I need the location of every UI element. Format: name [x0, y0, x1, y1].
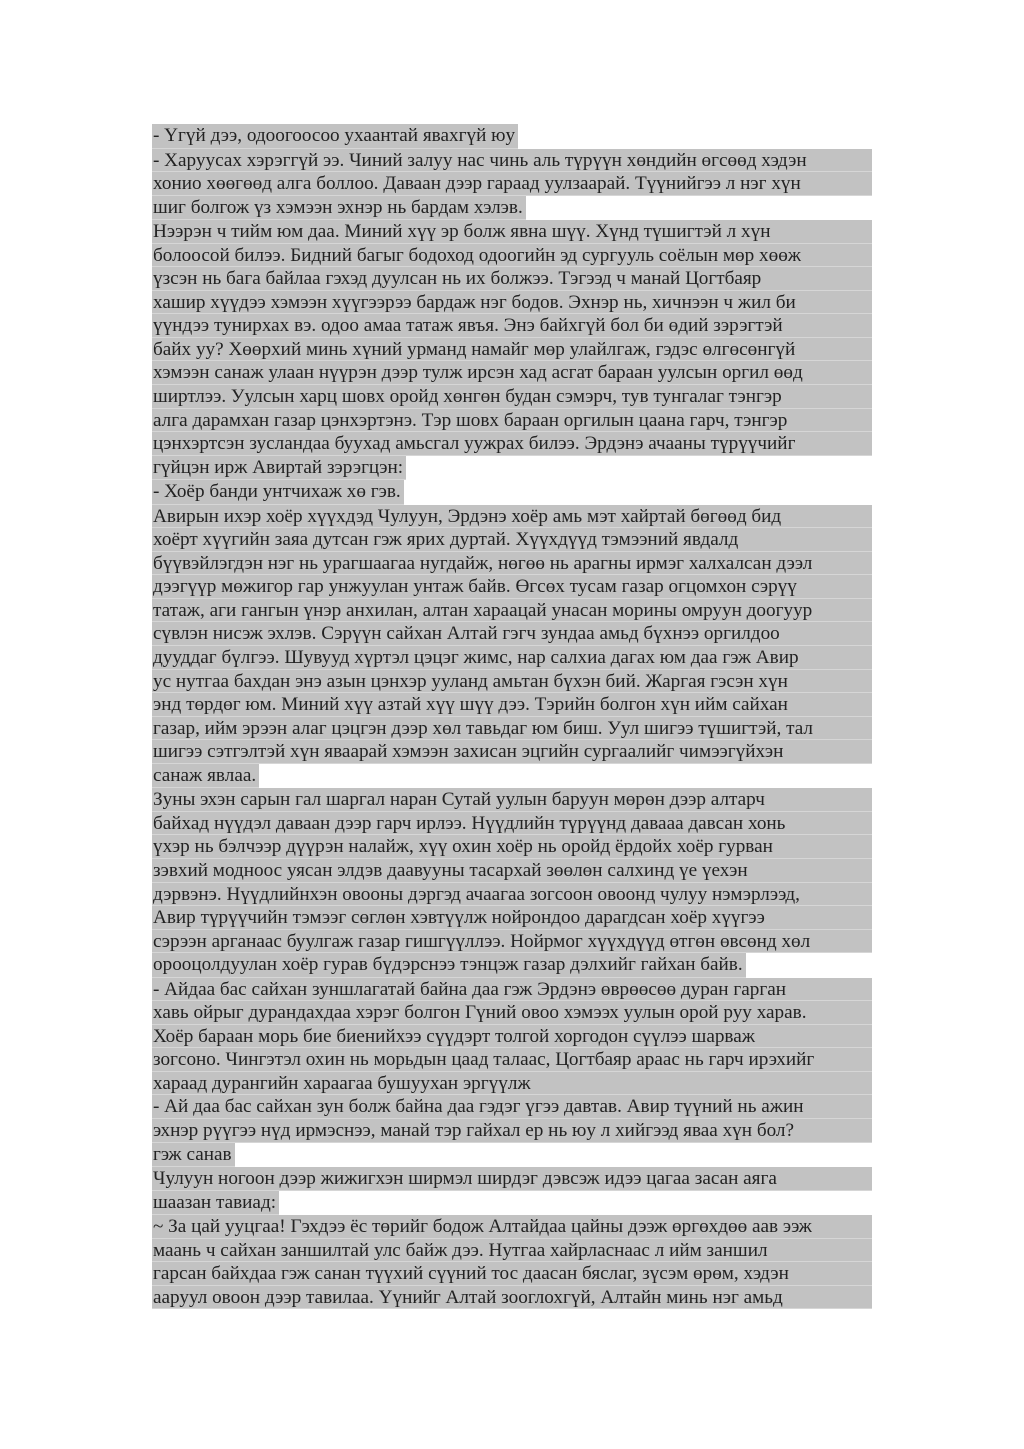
text-line: Хоёр бараан морь бие биенийхээ сүүдэрт толгой хоргодон сүүлээ шарваж	[152, 1025, 872, 1049]
text-line: маань ч сайхан заншилтай улс байж дээ. Нутгаа хайрласнаас л ийм заншил	[152, 1239, 872, 1263]
text-line: дэрвэнэ. Нүүдлийнхэн овооны дэргэд ачаагаа зогсоон овоонд чулуу нэмэрлээд,	[152, 883, 872, 907]
text-line: татаж, аги гангын үнэр анхилан, алтан хараацай унасан морины омруун доогуур	[152, 599, 872, 623]
text-line: - Айдаа бас сайхан зуншлагатай байна даа гэж Эрдэнэ өврөөсөө дуран гарган	[152, 978, 872, 1002]
text-line: хашир хүүдээ хэмээн хүүгээрээ бардаж нэг бодов. Эхнэр нь, хичнээн ч жил би	[152, 291, 872, 315]
text-line: - Хоёр банди унтчихаж хө гэв.	[152, 480, 404, 505]
text-line: зэвхий модноос уясан элдэв даавууны тасархай зөөлөн салхинд үе үехэн	[152, 859, 872, 883]
text-line: Авир түрүүчийн тэмээг сөглөн хэвтүүлж нойрондоо дарагдсан хоёр хүүгээ	[152, 906, 872, 930]
text-line: газар, ийм эрээн алаг цэцгэн дээр хөл тавьдаг юм биш. Уул шигээ түшигтэй, тал	[152, 717, 872, 741]
text-line: болоосой билээ. Бидний багыг бодоход одоогийн эд сургууль соёлын мөр хөөж	[152, 244, 872, 268]
text-line: санаж явлаа.	[152, 764, 259, 789]
text-line: гэж санав	[152, 1143, 235, 1168]
text-line: Чулуун ногоон дээр жижигхэн ширмэл ширдэг дэвсэж идээ цагаа засан аяга	[152, 1167, 872, 1191]
document-text	[152, 124, 872, 1309]
text-line: хавь ойрыг дурандахдаа хэрэг болгон Гүний овоо хэмээх уулын орой руу харав.	[152, 1001, 872, 1025]
text-line: зогсоно. Чингэтэл охин нь морьдын цаад талаас, Цогтбаяр араас нь гарч ирэхийг	[152, 1048, 872, 1072]
text-line: гарсан байхдаа гэж санан түүхий сүүний тос даасан бяслаг, зүсэм өрөм, хэдэн	[152, 1262, 872, 1286]
text-line: цэнхэртсэн зусландаа буухад амьсгал уужрах билээ. Эрдэнэ ачааны түрүүчийг	[152, 432, 872, 456]
text-line: - Үгүй дээ, одоогоосоо ухаантай явахгүй юу	[152, 124, 518, 149]
text-line: дээгүүр мөжигор гар унжуулан унтаж байв. Өгсөх тусам газар огцомхон сэрүү	[152, 575, 872, 599]
text-line: хоёрт хүүгийн заяа дутсан гэж ярих дуртай. Хүүхдүүд тэмээний явдалд	[152, 528, 872, 552]
text-line: Зуны эхэн сарын гал шаргал наран Сутай уулын баруун мөрөн дээр алтарч	[152, 788, 872, 812]
text-line: энд төрдөг юм. Миний хүү азтай хүү шүү дээ. Тэрийн болгон хүн ийм сайхан	[152, 693, 872, 717]
text-line: ааруул овоон дээр тавилаа. Үүнийг Алтай зооглохгүй, Алтайн минь нэг амьд	[152, 1286, 872, 1310]
text-line: хэмээн санаж улаан нүүрэн дээр тулж ирсэн хад асгат бараан уулсын оргил өөд	[152, 361, 872, 385]
text-line: үүндээ тунирхах вэ. одоо амаа татаж явъя. Энэ байхгүй бол би өдий зэрэгтэй	[152, 314, 872, 338]
text-line: эхнэр рүүгээ нүд ирмэснээ, манай тэр гайхал ер нь юу л хийгээд яваа хүн бол?	[152, 1119, 872, 1143]
text-line: сүвлэн нисэж эхлэв. Сэрүүн сайхан Алтай гэгч зундаа амьд бүхнээ оргилдоо	[152, 622, 872, 646]
text-line: байх уу? Хөөрхий минь хүний урманд намайг мөр улайлгаж, гэдэс өлгөсөнгүй	[152, 338, 872, 362]
text-line: үхэр нь бэлчээр дүүрэн налайж, хүү охин хоёр нь оройд ёрдойх хоёр гурван	[152, 835, 872, 859]
text-line: ~ За цай ууцгаа! Гэхдээ ёс төрийг бодож Алтайдаа цайны дээж өргөхдөө аав ээж	[152, 1215, 872, 1239]
text-line: алга дарамхан газар цэнхэртэнэ. Тэр шовх бараан оргилын цаана гарч, тэнгэр	[152, 409, 872, 433]
text-line: - Харуусах хэрэггүй ээ. Чиний залуу нас чинь аль түрүүн хөндийн өгсөөд хэдэн	[152, 149, 872, 173]
text-line: орооцолдуулан хоёр гурав бүдэрснээ тэнцэж газар дэлхийг гайхан байв.	[152, 953, 746, 978]
text-line: - Ай даа бас сайхан зун болж байна даа гэдэг үгээ давтав. Авир түүний нь ажин	[152, 1095, 872, 1119]
text-line: дууддаг бүлгээ. Шувууд хүртэл цэцэг жимс, нар салхиа дагах юм даа гэж Авир	[152, 646, 872, 670]
text-line: ус нутгаа бахдан энэ азын цэнхэр ууланд амьтан бүхэн бий. Жаргая гэсэн хүн	[152, 670, 872, 694]
text-line: шигээ сэтгэлтэй хүн яваарай хэмээн захисан эцгийн сургаалийг чимээгүйхэн	[152, 740, 872, 764]
text-line: гүйцэн ирж Авиртай зэрэгцэн:	[152, 456, 406, 481]
text-line: Нээрэн ч тийм юм даа. Миний хүү эр болж явна шүү. Хүнд түшигтэй л хүн	[152, 220, 872, 244]
text-line: ширтлээ. Уулсын харц шовх оройд хөнгөн будан сэмэрч, тув тунгалаг тэнгэр	[152, 385, 872, 409]
text-line: байхад нүүдэл даваан дээр гарч ирлээ. Нүүдлийн түрүүнд давааа давсан хонь	[152, 812, 872, 836]
text-line: хонио хөөгөөд алга боллоо. Даваан дээр гараад уулзаарай. Түүнийгээ л нэг хүн	[152, 172, 872, 196]
text-line: шиг болгож үз хэмээн эхнэр нь бардам хэлэв.	[152, 196, 526, 221]
text-line: Авирын ихэр хоёр хүүхдэд Чулуун, Эрдэнэ хоёр амь мэт хайртай бөгөөд бид	[152, 505, 872, 529]
text-line: хараад дурангийн хараагаа бушуухан эргүүлж	[152, 1072, 872, 1096]
text-line: сэрээн арганаас буулгаж газар гишгүүллээ. Нойрмог хүүхдүүд өтгөн өвсөнд хөл	[152, 930, 872, 954]
text-line: бүүвэйлэгдэн нэг нь урагшаагаа нугдайж, нөгөө нь арагны ирмэг халхалсан дээл	[152, 552, 872, 576]
text-line: үзсэн нь бага байлаа гэхэд дуулсан нь их болжээ. Тэгээд ч манай Цогтбаяр	[152, 267, 872, 291]
text-line: шаазан тавиад:	[152, 1191, 279, 1216]
